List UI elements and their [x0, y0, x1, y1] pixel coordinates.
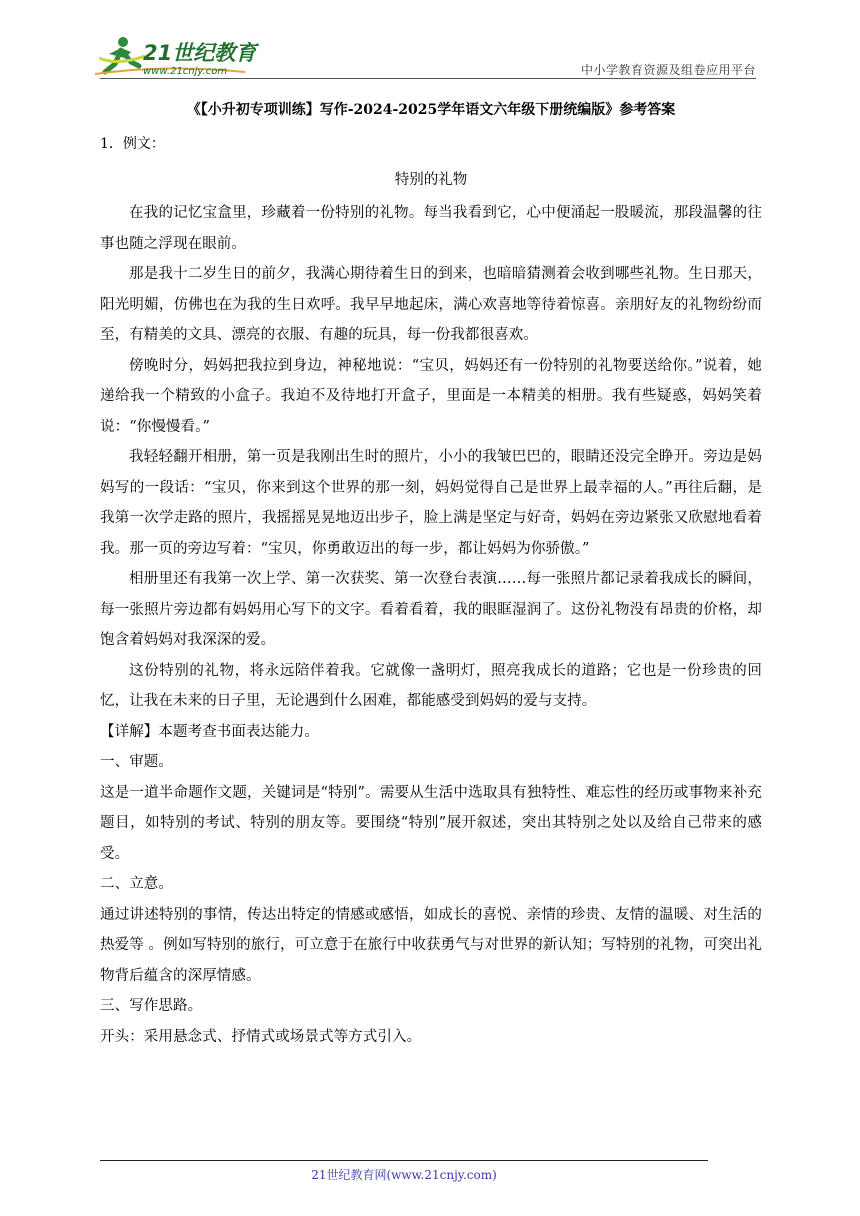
- footer-link[interactable]: 21世纪教育网(www.21cnjy.com): [311, 1168, 497, 1182]
- essay-paragraph: 这份特别的礼物，将永远陪伴着我。它就像一盏明灯，照亮我成长的道路；它也是一份珍贵的回忆，让我在未来的日子里，无论遇到什么困难，都能感受到妈妈的爱与支持。: [100, 662, 762, 709]
- analysis-text: 通过讲述特别的事情，传达出特定的情感或感悟，如成长的喜悦、亲情的珍贵、友情的温暖、对生活的热爱等 。例如写特别的旅行，可立意于在旅行中收获勇气与对世界的新认知；写特别的礼物，可突出礼物背后蕴含的深厚情感。: [100, 906, 762, 984]
- essay-paragraph: 我轻轻翻开相册，第一页是我刚出生时的照片，小小的我皱巴巴的，眼睛还没完全睁开。旁边是妈妈写的一段话：“宝贝，你来到这个世界的那一刻，妈妈觉得自己是世界上最幸福的人。”再往后翻，是我第一次学走路的照片，我摇摇晃晃地迈出步子，脸上满是坚定与好奇，妈妈在旁边紧张又欣慰地看着我。那一页的旁边写着：“宝贝，你勇敢迈出的每一步，都让妈妈为你骄傲。”: [100, 449, 762, 557]
- analysis-section-title: 三、写作思路。: [100, 998, 203, 1014]
- platform-name: 中小学教育资源及组卷应用平台: [580, 63, 756, 77]
- analysis-section-title: 一、审题。: [100, 754, 173, 770]
- analysis-text: 这是一道半命题作文题，关键词是“特别”。需要从生活中选取具有独特性、难忘性的经历或事物来补充题目，如特别的考试、特别的朋友等。要围绕“特别”展开叙述，突出其特别之处以及给自己带来的感受。: [100, 784, 762, 862]
- essay-paragraph: 相册里还有我第一次上学、第一次获奖、第一次登台表演……每一张照片都记录着我成长的瞬间，每一张照片旁边都有妈妈用心写下的文字。看着看着，我的眼眶湿润了。这份礼物没有昂贵的价格，却饱含着妈妈对我深深的爱。: [100, 571, 762, 648]
- essay-paragraph: 那是我十二岁生日的前夕，我满心期待着生日的到来，也暗暗猜测着会收到哪些礼物。生日那天，阳光明媚，仿佛也在为我的生日欢呼。我早早地起床，满心欢喜地等待着惊喜。亲朋好友的礼物纷纷而至，有精美的文具、漂亮的衣服、有趣的玩具，每一份我都很喜欢。: [100, 266, 762, 343]
- document-body: [100, 96, 762, 1052]
- analysis-text: 开头：采用悬念式、抒情式或场景式等方式引入。: [100, 1028, 422, 1045]
- runner-logo-icon: [95, 34, 260, 78]
- question-number: 1．例文：: [100, 136, 165, 152]
- logo-text: 21世纪教育: [143, 41, 257, 65]
- essay-paragraph: 在我的记忆宝盒里，珍藏着一份特别的礼物。每当我看到它，心中便涌起一股暖流，那段温馨的往事也随之浮现在眼前。: [100, 205, 762, 252]
- essay-title: 特别的礼物: [394, 172, 468, 188]
- logo-url: www.21cnjy.com: [143, 66, 228, 77]
- essay-paragraph: 傍晚时分，妈妈把我拉到身边，神秘地说：“宝贝，妈妈还有一份特别的礼物要送给你。”说着，她递给我一个精致的小盒子。我迫不及待地打开盒子，里面是一本精美的相册。我有些疑惑，妈妈笑着说：“你慢慢看。”: [100, 357, 762, 435]
- analysis-heading: 【详解】本题考查书面表达能力。: [100, 723, 319, 740]
- site-logo[interactable]: [95, 34, 260, 78]
- analysis-section-title: 二、立意。: [100, 876, 173, 892]
- document-title: 《【小升初专项训练】写作-2024-2025学年语文六年级下册统编版》参考答案: [186, 102, 676, 118]
- footer-divider: [100, 1160, 708, 1161]
- header-divider: [100, 78, 756, 79]
- page-header: [0, 0, 860, 84]
